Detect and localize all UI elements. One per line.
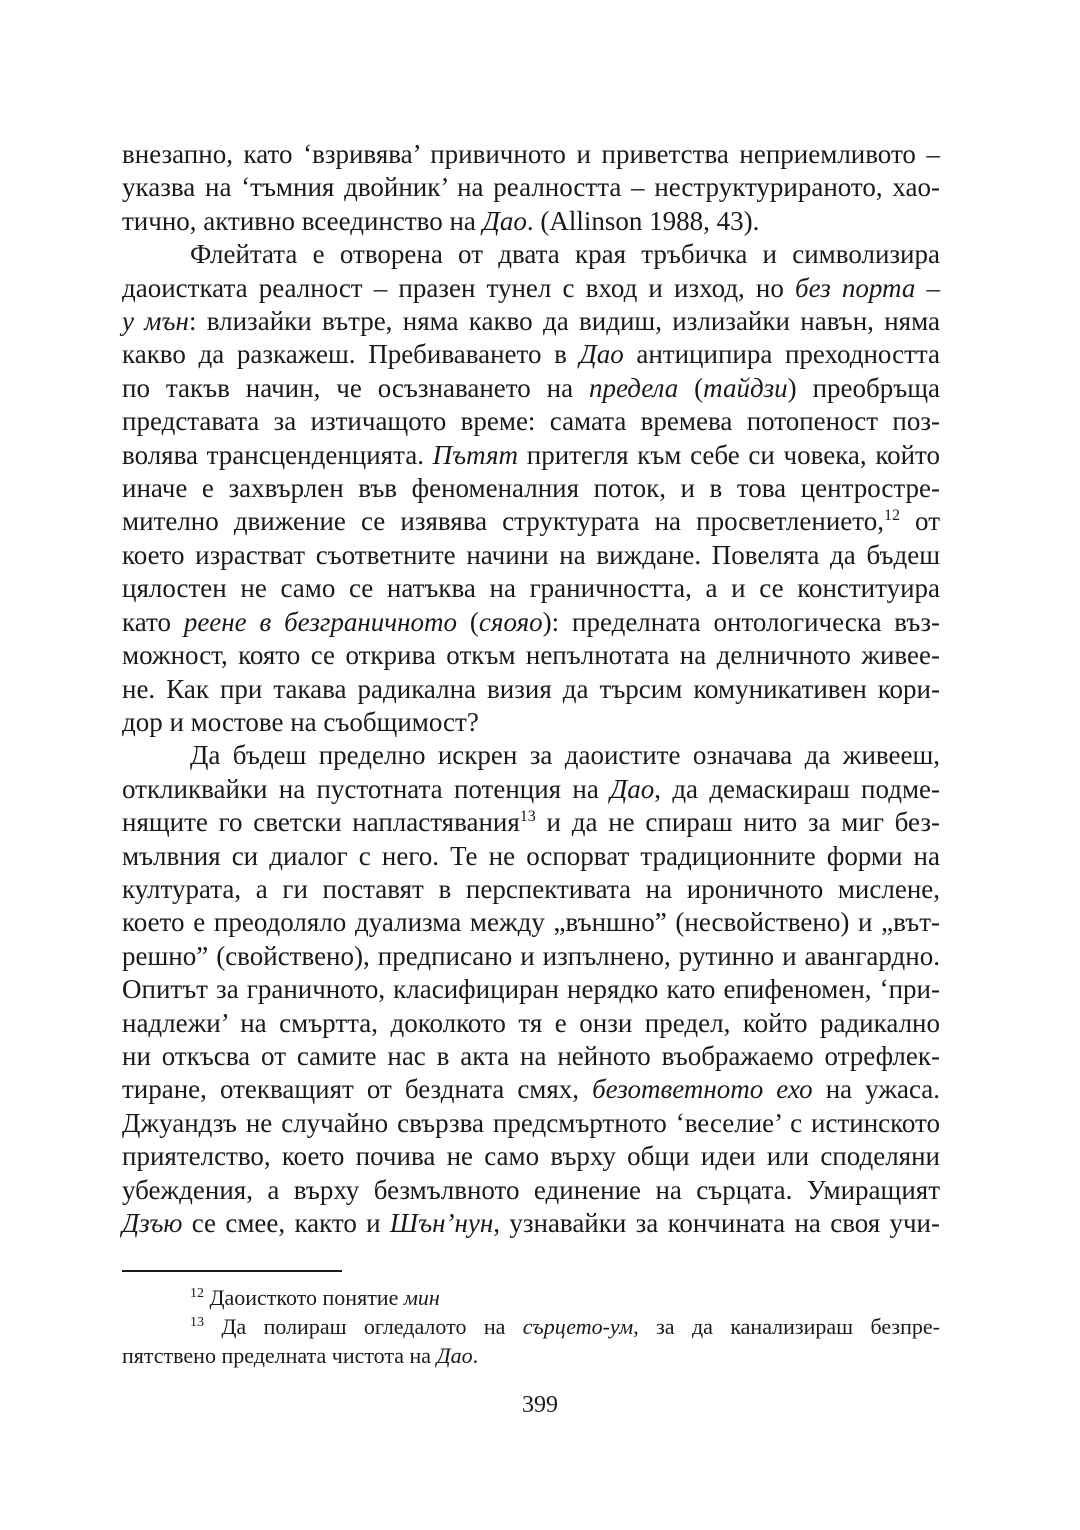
paragraph-2 (122, 238, 940, 739)
footnote-13: $^{13}$ Да полираш огледалото на сърцето-ум, за да канализираш безпре- (190, 1314, 940, 1339)
text-line: убеждения, а върху безмълвното единение на сърцата. Умиращият (122, 1174, 940, 1205)
text-line: приятелство, което почива не само върху общи идеи или споделяни (122, 1141, 940, 1172)
text-line: откликвайки на пустотната потенция на Дао, да демаскираш подме- (122, 773, 941, 804)
page-number: 399 (522, 1392, 558, 1418)
text-line: тиране, отекващият от бездната смях, безответното ехо на ужаса. (122, 1074, 941, 1105)
text-line: иначе е захвърлен във феноменалния поток, и в това центростре- (122, 473, 940, 504)
text-line: какво да разкажеш. Пребиваването в Дао антиципира преходността (122, 339, 940, 370)
text-line: можност, която се открива откъм непълнотата на делничното живее- (122, 640, 940, 671)
text-line: представата за изтичащото време: самата времева потопеност поз- (122, 406, 940, 437)
footnote-12: $^{12}$ Даоисткото понятие мин (190, 1285, 440, 1310)
footnotes (122, 1283, 940, 1370)
footnote-13-continued: пятствено пределната чистота на Дао. (122, 1343, 479, 1368)
text-line: дор и мостове на съобщимост? (122, 706, 479, 737)
text-line: волява трансценденцията. Пътят притегля към себе си човека, който (122, 439, 940, 470)
text-line: нящите го светски напластявания$^{13}$ и да не спираш нито за миг без- (122, 807, 940, 838)
text-line: което е преодоляло дуализма между „външно” (несвойствено) и „вът- (122, 907, 940, 938)
text-line: Дзъю се смее, както и Шън’нун, узнавайки за кончината на своя учи- (122, 1208, 940, 1238)
text-line: надлежи’ на смъртта, доколкото тя е онзи предел, който радикално (122, 1007, 940, 1038)
text-line: решно” (свойствено), предписано и изпълнено, рутинно и авангардно. (122, 940, 940, 971)
text-line: у мън: влизайки вътре, няма какво да видиш, излизайки навън, няма (122, 306, 940, 337)
text-line: цялостен не само се натъква на граничността, а и се конституира (122, 573, 940, 604)
text-line: което израстват съответните начини на виждане. Повелята да бъдеш (122, 539, 940, 570)
text-line: ни откъсва от самите нас в акта на нейното въображаемо отрефлек- (122, 1040, 940, 1071)
text-line: по такъв начин, че осъзнаването на предела (тайдзи) преобръща (122, 372, 940, 403)
text-line: като реене в безграничното (сяояо): пределната онтологическа въз- (122, 606, 940, 637)
text-line: Флейтата е отворена от двата края тръбичка и символизира (190, 239, 940, 270)
text-line: културата, а ги поставят в перспективата на ироничното мислене, (122, 873, 940, 904)
text-line: указва на ‘тъмния двойник’ на реалността – неструктурираното, хао- (122, 172, 940, 203)
text-line: тично, активно всеединство на Дао. (Allinson 1988, 43). (122, 205, 760, 236)
text-line: не. Как при такава радикална визия да търсим комуникативен кори- (122, 673, 940, 704)
text-line: внезапно, като ‘взривява’ привичното и приветства неприемливото – (122, 139, 940, 169)
text-line: мълвния си диалог с него. Те не оспорват традиционните форми на (122, 840, 940, 871)
paragraph-3 (122, 739, 940, 1240)
text-line: даоистката реалност – празен тунел с вход и изход, но без порта – (122, 272, 940, 303)
text-line: Опитът за граничното, класифициран нерядко като епифеномен, ‘при- (122, 974, 940, 1005)
text-line: Да бъдеш пределно искрен за даоистите означава да живееш, (190, 740, 940, 771)
text-line: мително движение се изявява структурата на просветлението,$^{12}$ от (122, 506, 940, 537)
paragraph-1 (122, 138, 940, 238)
footnote-separator (122, 1270, 342, 1272)
text-line: Джуандзъ не случайно свързва предсмъртното ‘веселие’ с истинското (122, 1107, 940, 1138)
body-text (122, 138, 940, 1240)
